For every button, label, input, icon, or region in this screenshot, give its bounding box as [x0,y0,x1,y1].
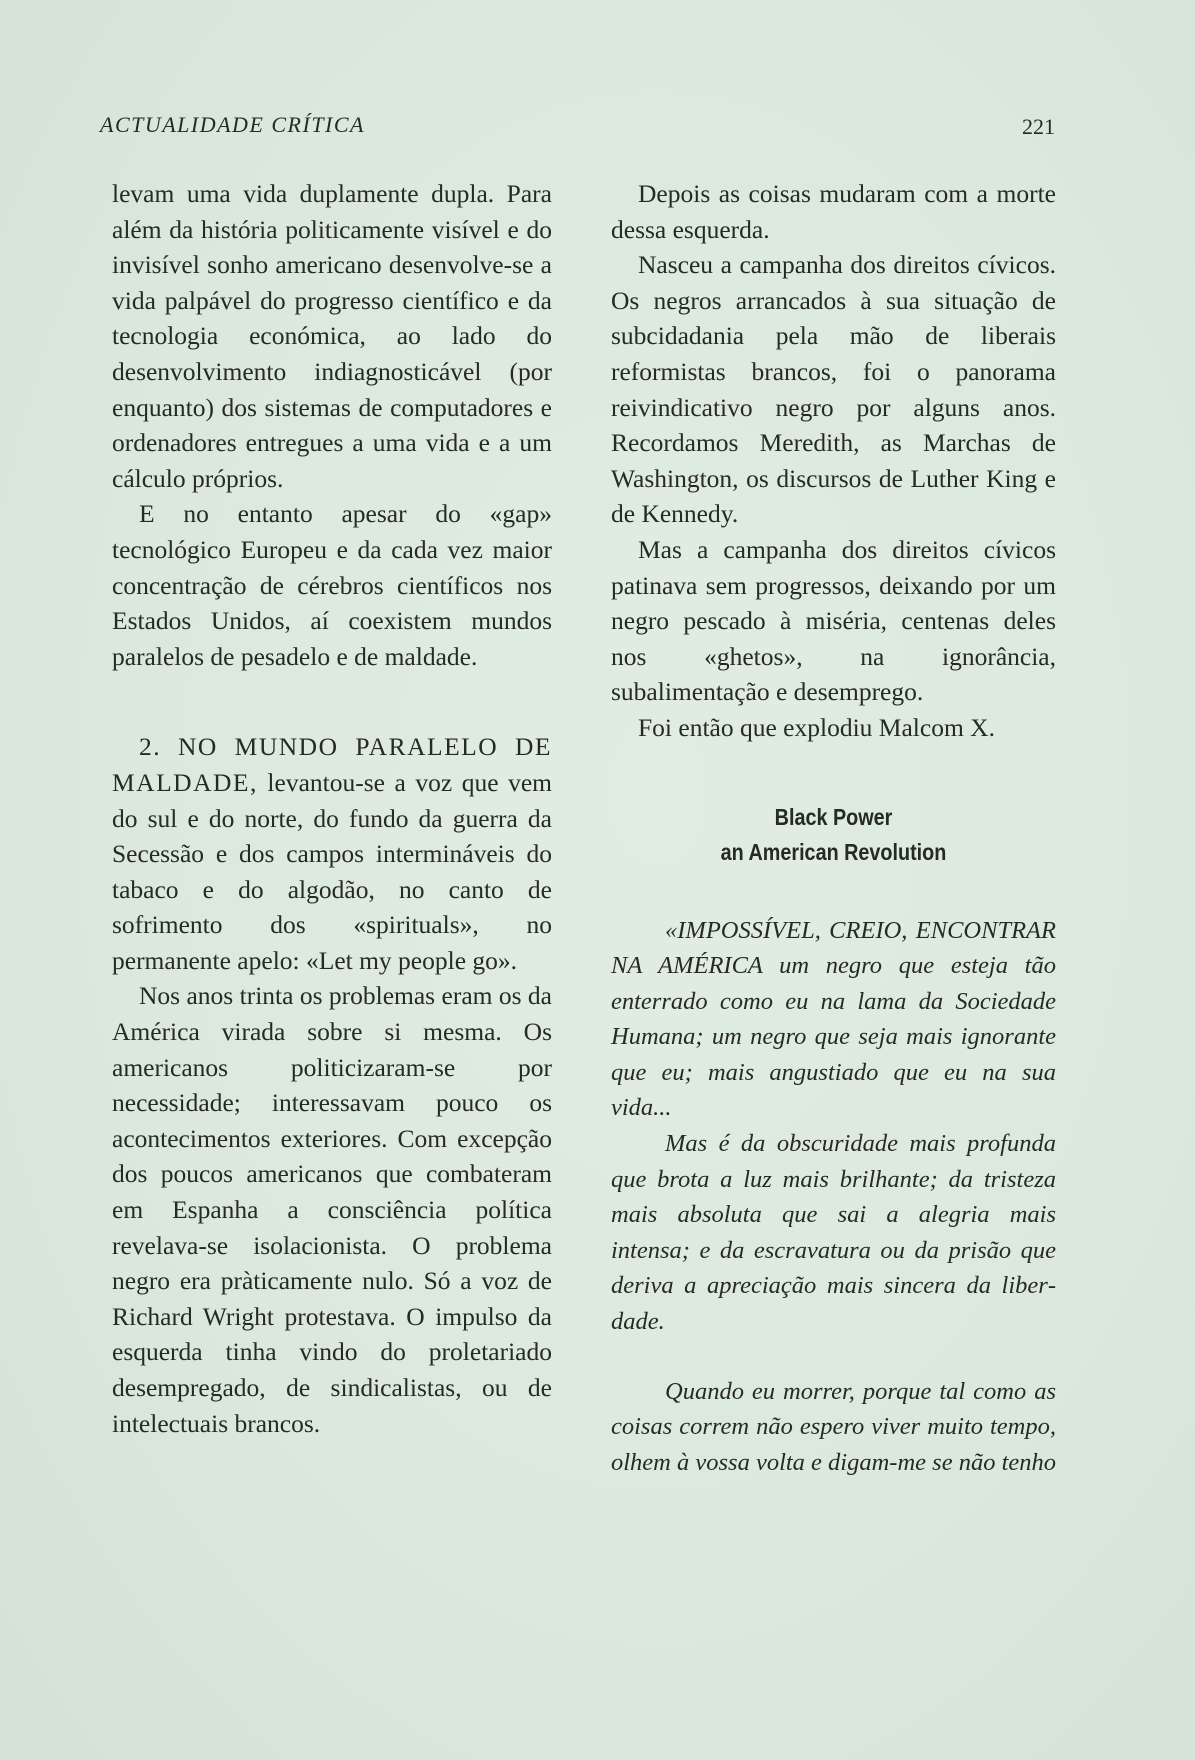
quote-paragraph-2: Mas é da obscuridade mais profunda que brota a luz mais brilhante; da tristeza mais absoluta que sai a alegria mais intensa; e da escravatura ou da prisão que deriva a apreciação mais sincera da liberdade. [611,1130,1056,1336]
paragraph-left-death: Depois as coisas mudaram com a morte dessa esquerda. [611,179,1056,244]
paragraph-campaign-stalled: Mas a campanha dos direitos cívicos patinava sem progressos, deixando por um negro pescado à miséria, centenas deles nos «ghetos», na ignorância, subalimentação e desemprego. [611,534,1056,707]
paragraph-gap: E no entanto apesar do «gap» tecnológico Europeu e da cada vez maior concentração de cérebros científicos nos Estados Unidos, aí coexistem mundos paralelos de pesadelo e de maldade. [112,499,552,671]
right-column [611,176,1056,1480]
subheading-line-1: Black Power [774,803,893,830]
paragraph-malcolm-x: Foi então que explodiu Malcom X. [638,712,995,742]
section-2-text: levantou-se a voz que vem do sul e do norte, do fundo da guerra da Secessão e dos campos intermináveis do tabaco e do algodão, no canto de sofrimento dos «spirituals», no permanente apelo: «Let my people go». [112,767,552,975]
section-2-paragraph [112,729,552,978]
subheading-line-2: an American Revolution [720,838,947,865]
quote-paragraph-3: Quando eu morrer, porque tal como as coisas correm não espero viver muito tempo, olhem à vossa volta e digam-me se não tenho [611,1377,1056,1476]
paragraph-civil-rights: Nasceu a campanha dos direitos cívicos. Os negros arrancados à sua situação de subcidadania pela mão de liberais reformistas brancos, foi o panorama reivindicativo negro por alguns anos. Recordamos Meredith, as Marchas de Washington, os discursos de Luther King e de Kennedy. [611,250,1056,529]
subheading [642,800,1025,870]
paragraph-thirties: Nos anos trinta os problemas eram os da América virada sobre si mesma. Os americanos politicizaram-se por necessidade; interessavam pouco os acontecimentos exteriores. Com excepção dos poucos americanos que combateram em Espanha a consciência política revelava-se isolacionista. O problema negro era pràticamente nulo. Só a voz de Richard Wright protestava. O impulso da esquerda tinha vindo do proletariado desempregado, de sindicalistas, ou de intelectuais brancos. [112,981,552,1438]
paragraph-continued: levam uma vida duplamente dupla. Para além da história politicamente visível e do invisível sonho americano desenvolve-se a vida palpável do progresso científico e da tecnologia económica, ao lado do desenvolvimento indiagnosticável (por enquanto) dos sistemas de computadores e ordenadores entregues a uma vida e a um cálculo próprios. [112,179,552,493]
running-title: ACTUALIDADE CRÍTICA [100,112,365,137]
page-number: 221 [1022,114,1055,139]
quote-paragraph-1: «IMPOSSÍVEL, CREIO, ENCONTRAR NA AMÉRICA um negro que esteja tão enterrado como eu na lama da Sociedade Humana; um negro que seja mais ignorante que eu; mais angustiado que eu na sua vida... [611,916,1056,1122]
left-column [112,176,552,1441]
section-2-lead-caps: 2. NO MUNDO PARALELO DE MALDADE, [112,732,552,797]
